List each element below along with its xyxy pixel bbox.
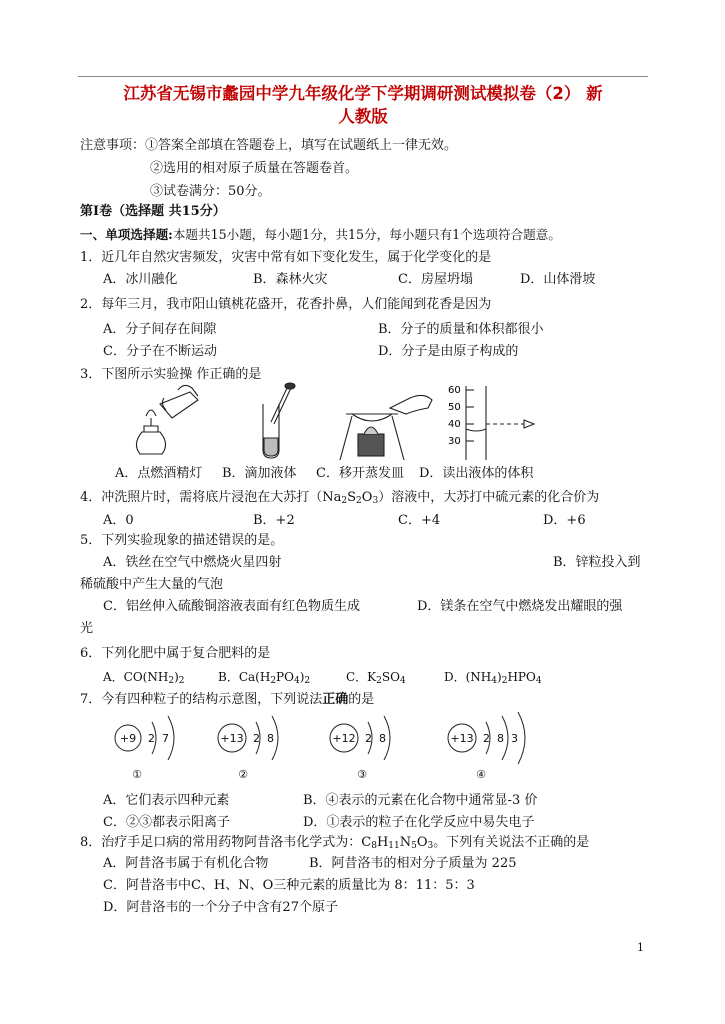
notice-line-1 [80, 137, 457, 155]
q4-sub-1: 2 [341, 496, 348, 506]
q5-option-a: A．铁丝在空气中燃烧火星四射 [103, 555, 282, 570]
q4-stem-s: S [347, 490, 357, 505]
q7-stem-emphasis: 正确 [322, 692, 349, 707]
q3-illustrations [120, 382, 550, 464]
q7-option-b: B．④表示的元素在化合物中通常显-3 价 [303, 793, 538, 808]
q4-option-d: D．+6 [543, 513, 586, 528]
q2-option-a: A．分子间存在间隙 [103, 322, 217, 337]
q5-option-d-cont: 光 [80, 621, 94, 636]
q6-option-c: C．$K_2SO_4$ [346, 670, 406, 686]
q5-stem: 5．下列实验现象的描述错误的是。 [80, 533, 284, 548]
q8-stem: 8．治疗手足口病的常用药物阿昔洛韦化学式为：$C_8H_{11}N_5O_3$。下列有关说法不正确的是 [80, 835, 590, 851]
q1-stem: 1．近几年自然灾害频发，灾害中常有如下变化发生，属于化学变化的是 [80, 250, 492, 265]
q5-option-d: D．镁条在空气中燃烧发出耀眼的强 [417, 599, 623, 614]
q5-option-b: B．锌粒投入到 [553, 555, 641, 570]
cylinder-tick-40: 40 [448, 419, 461, 430]
q3-option-b: B．滴加液体 [222, 466, 297, 481]
header-rule [78, 76, 648, 77]
q2-option-b: B．分子的质量和体积都很小 [378, 322, 544, 337]
notice-item-2: ②选用的相对原子质量在答题卷首。 [150, 161, 359, 176]
q6-option-b: B．$Ca(H_2PO_4)_2$ [218, 670, 311, 686]
cylinder-tick-30: 30 [448, 436, 461, 447]
particle-1-charge: +9 [119, 732, 137, 745]
notice-item-3: ③试卷满分：50分。 [150, 184, 271, 199]
q8-option-c: C．阿昔洛韦中C、H、N、O三种元素的质量比为 8：11：5：3 [103, 878, 475, 893]
particle-2-shell-2: 8 [267, 732, 274, 745]
q2-option-d: D．分子是由原子构成的 [378, 344, 519, 359]
particle-3-label: ③ [357, 768, 367, 781]
cylinder-tick-50: 50 [448, 402, 461, 413]
q3-stem: 3．下图所示实验操 作正确的是 [80, 367, 262, 382]
q7-atomic-structure-diagrams [100, 710, 560, 782]
dropper-test-tube-figure [263, 383, 295, 458]
graduated-cylinder-figure [466, 386, 534, 460]
particle-4-charge: +13 [450, 732, 474, 745]
q4-option-a: A．0 [103, 513, 134, 528]
particle-2-shell-1: 2 [253, 732, 260, 745]
q6-stem: 6．下列化肥中属于复合肥料的是 [80, 646, 271, 661]
q6-option-d: D．$(NH_4)_2HPO_4$ [444, 670, 542, 686]
title-line-2: 人教版 [338, 107, 388, 126]
section-header: 第Ⅰ卷（选择题 共15分） [80, 204, 226, 219]
q4-option-b: B．+2 [253, 513, 295, 528]
q1-option-b: B．森林火灾 [253, 272, 328, 287]
particle-1-shell-2: 7 [162, 732, 169, 745]
part-instructions [80, 226, 561, 244]
q1-option-d: D．山体滑坡 [520, 272, 596, 287]
q2-stem: 2．每年三月，我市阳山镇桃花盛开，花香扑鼻，人们能闻到花香是因为 [80, 297, 492, 312]
notice-item-1: ①答案全部填在答题卷上，填写在试题纸上一律无效。 [145, 138, 458, 153]
q8-option-a: A．阿昔洛韦属于有机化合物 [103, 856, 269, 871]
particle-4-shell-2: 8 [497, 732, 504, 745]
q3-option-a: A．点燃酒精灯 [115, 466, 203, 481]
particle-2-charge: +13 [220, 732, 244, 745]
q8-option-b: B．阿昔洛韦的相对分子质量为 225 [309, 856, 517, 871]
particle-3-charge: +12 [332, 732, 356, 745]
q6-option-a: A．$CO(NH_2)_2$ [103, 670, 185, 686]
page-number: 1 [637, 941, 644, 954]
q3-option-d: D．读出液体的体积 [419, 466, 534, 481]
q7-stem-post: 的是 [348, 692, 375, 707]
q7-option-a: A．它们表示四种元素 [103, 793, 230, 808]
q1-option-a: A．冰川融化 [103, 272, 178, 287]
particle-4-shell-1: 2 [483, 732, 490, 745]
particle-1-shell-1: 2 [148, 732, 155, 745]
cylinder-tick-60: 60 [448, 385, 461, 396]
q5-option-b-cont: 稀硫酸中产生大量的气泡 [80, 577, 224, 592]
particle-3-shell-2: 8 [379, 732, 386, 745]
q7-stem-pre: 7．今有四种粒子的结构示意图，下列说法 [80, 692, 323, 707]
q7-stem [80, 691, 374, 709]
notice-label: 注意事项： [80, 138, 146, 153]
q4-stem-pre: 4．冲洗照片时，需将底片浸泡在大苏打（Na [80, 490, 342, 505]
q8-option-d: D．阿昔洛韦的一个分子中含有27个原子 [103, 900, 338, 915]
q4-stem-o: O [361, 490, 373, 505]
page-title [78, 82, 648, 128]
q5-option-c: C．铝丝伸入硫酸铜溶液表面有红色物质生成 [103, 599, 360, 614]
q2-option-c: C．分子在不断运动 [103, 344, 217, 359]
particle-1-label: ① [132, 768, 142, 781]
part-label: 一、单项选择题: [80, 227, 173, 242]
q7-option-c: C．②③都表示阳离子 [103, 815, 230, 830]
particle-4-label: ④ [476, 768, 486, 781]
part-text: 本题共15小题，每小题1分，共15分，每小题只有1个选项符合题意。 [172, 227, 561, 242]
evaporating-dish-figure [340, 395, 432, 460]
q4-stem-post: ）溶液中，大苏打中硫元素的化合价为 [378, 490, 600, 505]
q4-sub-3: 3 [372, 496, 379, 506]
q1-option-c: C．房屋坍塌 [398, 272, 473, 287]
q4-stem [80, 489, 599, 510]
particle-4-shell-3: 3 [511, 732, 518, 745]
particle-2-label: ② [238, 768, 248, 781]
title-line-1: 江苏省无锡市蠡园中学九年级化学下学期调研测试模拟卷（2） 新 [123, 84, 603, 103]
q4-sub-2: 2 [356, 496, 362, 506]
particle-3-shell-1: 2 [365, 732, 372, 745]
q3-option-c: C．移开蒸发皿 [316, 466, 404, 481]
alcohol-lamp-figure [136, 385, 198, 454]
q7-option-d: D．①表示的粒子在化学反应中易失电子 [303, 815, 535, 830]
q4-option-c: C．+4 [398, 513, 441, 528]
